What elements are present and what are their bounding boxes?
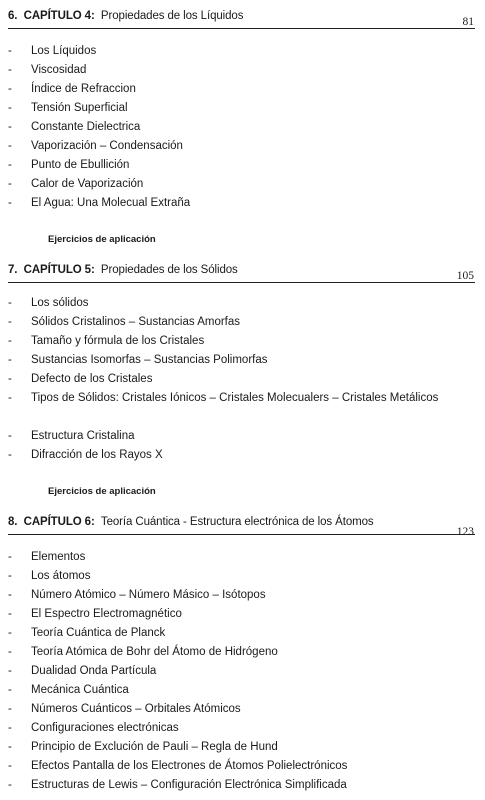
bullet-dash: - [8, 449, 12, 461]
topic-text: El Agua: Una Molecual Extraña [31, 197, 191, 209]
list-item [0, 700, 485, 719]
chapter-heading [0, 262, 485, 284]
list-item [0, 446, 485, 465]
chapter-label: CAPÍTULO 6: [23, 516, 95, 528]
chapter-title [8, 264, 238, 276]
list-item [0, 738, 485, 757]
topic-text: Constante Dielectrica [31, 121, 141, 133]
topic-text: Elementos [31, 551, 86, 563]
topic-text: El Espectro Electromagnético [31, 608, 182, 620]
page-number: 105 [456, 270, 474, 282]
list-item [0, 605, 485, 624]
topic-text: Difracción de los Rayos X [31, 449, 163, 461]
bullet-dash: - [8, 760, 12, 772]
list-item [0, 427, 485, 446]
topic-text: Punto de Ebullición [31, 159, 130, 171]
topic-list [0, 294, 485, 465]
bullet-dash: - [8, 551, 12, 563]
bullet-dash: - [8, 83, 12, 95]
list-item [0, 681, 485, 700]
heading-rule [8, 282, 475, 283]
page-number: 81 [462, 16, 474, 28]
bullet-dash: - [8, 722, 12, 734]
list-item [0, 643, 485, 662]
list-item [0, 776, 485, 795]
topic-text: Números Cuánticos – Orbitales Atómicos [31, 703, 241, 715]
chapter-name: Propiedades de los Sólidos [100, 264, 238, 276]
list-item [0, 351, 485, 370]
topic-text: Mecánica Cuántica [31, 684, 129, 696]
topic-text: Efectos Pantalla de los Electrones de Átomos Polielectrónicos [31, 760, 348, 772]
bullet-dash: - [8, 297, 12, 309]
bullet-dash: - [8, 354, 12, 366]
list-item [0, 137, 485, 156]
bullet-dash: - [8, 102, 12, 114]
topic-text: Vaporización – Condensación [31, 140, 183, 152]
bullet-dash: - [8, 316, 12, 328]
chapter-name: Propiedades de los Líquidos [100, 10, 244, 22]
list-item [0, 370, 485, 389]
chapter-name: Teoría Cuántica - Estructura electrónica de los Átomos [100, 516, 374, 528]
list-item [0, 294, 485, 313]
list-item [0, 156, 485, 175]
chapter-title [8, 10, 243, 22]
bullet-dash: - [8, 373, 12, 385]
topic-text: Principio de Exclución de Pauli – Regla de Hund [31, 741, 278, 753]
bullet-dash: - [8, 335, 12, 347]
list-item [0, 194, 485, 213]
topic-text: Tipos de Sólidos: Cristales Iónicos – Cristales Molecualers – Cristales Metálicos [31, 392, 439, 404]
list-item [0, 99, 485, 118]
chapter-label: CAPÍTULO 5: [23, 264, 95, 276]
list-item [0, 118, 485, 137]
chapter-heading [0, 8, 485, 30]
bullet-dash: - [8, 121, 12, 133]
bullet-dash: - [8, 159, 12, 171]
topic-text: Defecto de los Cristales [31, 373, 153, 385]
heading-rule [8, 28, 475, 29]
bullet-dash: - [8, 430, 12, 442]
bullet-dash: - [8, 45, 12, 57]
list-item [0, 586, 485, 605]
topic-text: Teoría Cuántica de Planck [31, 627, 166, 639]
bullet-dash: - [8, 589, 12, 601]
list-item [0, 332, 485, 351]
list-item [0, 567, 485, 586]
topic-text: Los sólidos [31, 297, 89, 309]
topic-text: Tensión Superficial [31, 102, 128, 114]
topic-text: Sustancias Isomorfas – Sustancias Polimorfas [31, 354, 268, 366]
topic-list [0, 548, 485, 795]
topic-text: Calor de Vaporización [31, 178, 144, 190]
topic-text: Configuraciones electrónicas [31, 722, 179, 734]
bullet-dash: - [8, 140, 12, 152]
chapter-title [8, 516, 374, 528]
page-number: 123 [456, 526, 474, 538]
bullet-dash: - [8, 392, 12, 404]
bullet-dash: - [8, 665, 12, 677]
topic-text: Estructura Cristalina [31, 430, 135, 442]
list-item [0, 175, 485, 194]
list-item [0, 624, 485, 643]
list-item [0, 42, 485, 61]
topic-text: Número Atómico – Número Másico – Isótopos [31, 589, 266, 601]
list-item [0, 80, 485, 99]
chapter-number: 6. [8, 10, 18, 22]
bullet-dash: - [8, 608, 12, 620]
bullet-dash: - [8, 646, 12, 658]
chapter-number: 8. [8, 516, 18, 528]
bullet-dash: - [8, 741, 12, 753]
list-item [0, 757, 485, 776]
topic-text: Los Líquidos [31, 45, 97, 57]
chapter-label: CAPÍTULO 4: [23, 10, 95, 22]
exercises-label: Ejercicios de aplicación [48, 486, 156, 497]
topic-text: Índice de Refraccion [31, 83, 136, 95]
bullet-dash: - [8, 703, 12, 715]
topic-text: Tamaño y fórmula de los Cristales [31, 335, 205, 347]
bullet-dash: - [8, 627, 12, 639]
bullet-dash: - [8, 197, 12, 209]
list-item [0, 719, 485, 738]
chapter-heading [0, 514, 485, 536]
bullet-dash: - [8, 570, 12, 582]
topic-text: Viscosidad [31, 64, 87, 76]
topic-text: Estructuras de Lewis – Configuración Electrónica Simplificada [31, 779, 347, 791]
list-item [0, 548, 485, 567]
list-item [0, 662, 485, 681]
topic-text: Sólidos Cristalinos – Sustancias Amorfas [31, 316, 241, 328]
bullet-dash: - [8, 779, 12, 791]
exercises-label: Ejercicios de aplicación [48, 234, 156, 245]
topic-text: Dualidad Onda Partícula [31, 665, 157, 677]
list-item [0, 61, 485, 80]
topic-text: Teoría Atómica de Bohr del Átomo de Hidrógeno [31, 646, 278, 658]
bullet-dash: - [8, 684, 12, 696]
chapter-number: 7. [8, 264, 18, 276]
topic-text: Los átomos [31, 570, 91, 582]
topic-list [0, 42, 485, 213]
bullet-dash: - [8, 64, 12, 76]
bullet-dash: - [8, 178, 12, 190]
list-item [0, 389, 485, 427]
list-item [0, 313, 485, 332]
heading-rule [8, 534, 475, 535]
